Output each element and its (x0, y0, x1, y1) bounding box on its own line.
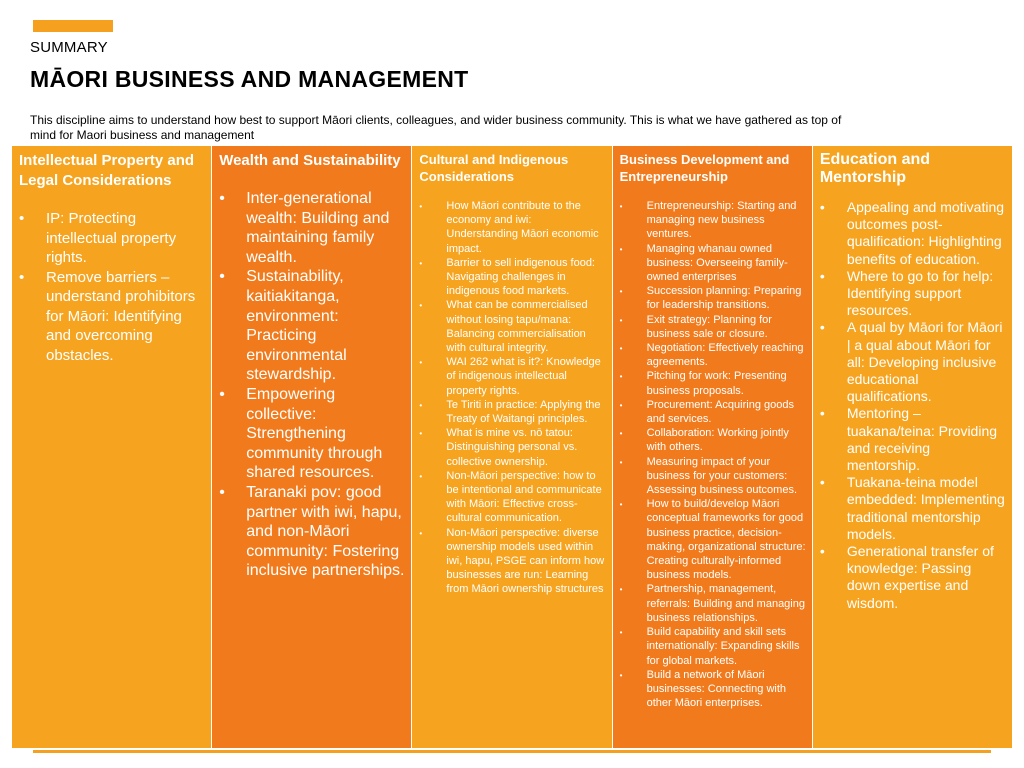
list-item: • Tuakana-teina model embedded: Implementing traditional mentorship models. (820, 474, 1006, 543)
list-item: • What can be commercialised without losing tapu/mana: Balancing commercialisation with cultural integrity. (419, 298, 605, 355)
list-item: • How Māori contribute to the economy and iwi: Understanding Māori economic impact. (419, 199, 605, 256)
list-item: • Taranaki pov: good partner with iwi, hapu, and non-Māori community: Fostering inclusive partnerships. (219, 483, 405, 581)
list-item: • Succession planning: Preparing for leadership transitions. (620, 284, 806, 312)
list-item: • Entrepreneurship: Starting and managing new business ventures. (620, 199, 806, 242)
column-title: Education and Mentorship (819, 151, 931, 186)
column-list (620, 199, 806, 710)
page-title: MĀORI BUSINESS AND MANAGEMENT (30, 66, 469, 92)
column-list (419, 199, 605, 597)
list-item: • Procurement: Acquiring goods and services. (620, 398, 806, 426)
list-item: • WAI 262 what is it?: Knowledge of indigenous intellectual property rights. (419, 355, 605, 398)
intro-paragraph: This discipline aims to understand how best to support Māori clients, colleagues, and wider business community. This is what we have gathered as top of mind for Maori business and management (30, 113, 842, 142)
section-label: SUMMARY (30, 39, 108, 56)
list-item: • Negotiation: Effectively reaching agreements. (620, 341, 806, 369)
list-item: • Non-Māori perspective: how to be intentional and communicate with Māori: Effective cross-cultural communication. (419, 469, 605, 526)
column-list (820, 199, 1006, 612)
list-item: • A qual by Māori for Māori | a qual about Māori for all: Developing inclusive educational qualifications. (820, 319, 1006, 405)
list-item: • How to build/develop Māori conceptual frameworks for good business practice, decision-making, organizational structure: Creating culturally-informed business models. (620, 497, 806, 582)
list-item: • Sustainability, kaitiakitanga, environment: Practicing environmental stewardship. (219, 267, 405, 385)
summary-columns (12, 146, 1012, 748)
list-item: • Pitching for work: Presenting business proposals. (620, 369, 806, 397)
column-title: Intellectual Property and Legal Considerations (19, 152, 195, 189)
column-title: Cultural and Indigenous Considerations (419, 152, 569, 184)
list-item: • IP: Protecting intellectual property rights. (19, 209, 205, 268)
list-item: • Generational transfer of knowledge: Passing down expertise and wisdom. (820, 543, 1006, 612)
column-title: Wealth and Sustainability (219, 152, 401, 169)
list-item: • Barrier to sell indigenous food: Navigating challenges in indigenous food markets. (419, 256, 605, 299)
list-item: • Appealing and motivating outcomes post-qualification: Highlighting benefits of education. (820, 199, 1006, 268)
column-ip-legal (12, 146, 211, 748)
list-item: • Build a network of Māori businesses: Connecting with other Māori enterprises. (620, 668, 806, 711)
bottom-rule (33, 750, 991, 753)
list-item: • Te Tiriti in practice: Applying the Treaty of Waitangi principles. (419, 398, 605, 426)
list-item: • Partnership, management, referrals: Building and managing business relationships. (620, 582, 806, 625)
list-item: • Build capability and skill sets internationally: Expanding skills for global markets. (620, 625, 806, 668)
list-item: • Exit strategy: Planning for business sale or closure. (620, 313, 806, 341)
list-item: • Non-Māori perspective: diverse ownership models used within iwi, hapu, PSGE can inform how businesses are run: Learning from Māori ownership structures (419, 526, 605, 597)
list-item: • Collaboration: Working jointly with others. (620, 426, 806, 454)
column-education-mentorship (812, 146, 1012, 748)
column-title: Business Development and Entrepreneurship (619, 152, 790, 184)
list-item: • Inter-generational wealth: Building and maintaining family wealth. (219, 189, 405, 267)
column-list (219, 189, 405, 581)
list-item: • Where to go to for help: Identifying support resources. (820, 268, 1006, 320)
column-wealth-sustainability (211, 146, 411, 748)
column-business-development (612, 146, 812, 748)
list-item: • Mentoring – tuakana/teina: Providing and receiving mentorship. (820, 405, 1006, 474)
column-list (19, 209, 205, 365)
list-item: • Empowering collective: Strengthening community through shared resources. (219, 385, 405, 483)
list-item: • What is mine vs. nō tatou: Distinguishing personal vs. collective ownership. (419, 426, 605, 469)
column-cultural-indigenous (411, 146, 611, 748)
header-accent-bar (33, 20, 113, 32)
list-item: • Remove barriers – understand prohibitors for Māori: Identifying and overcoming obstacles. (19, 268, 205, 366)
list-item: • Managing whanau owned business: Overseeing family-owned enterprises (620, 242, 806, 285)
list-item: • Measuring impact of your business for your customers: Assessing business outcomes. (620, 455, 806, 498)
